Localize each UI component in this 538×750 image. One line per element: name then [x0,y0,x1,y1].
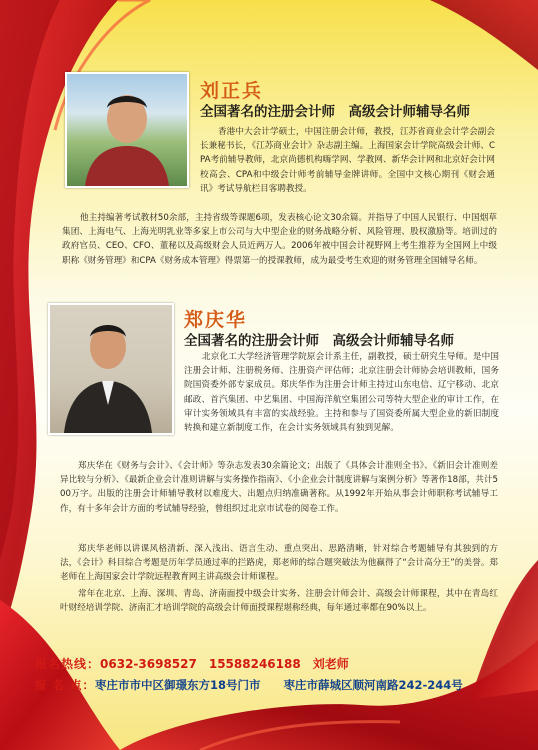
address-label: 报 名 点： [35,678,96,692]
address-value: 枣庄市市中区御璟东方18号门市 枣庄市薛城区顺河南路242-244号 [95,678,463,692]
teacher1-name: 刘正兵 [200,80,264,102]
teacher2-title: 全国著名的注册会计师 高级会计师辅导名师 [184,333,454,349]
teacher1-title: 全国著名的注册会计师 高级会计师辅导名师 [200,104,470,120]
teacher1-photo [65,72,189,188]
hotline-value: 0632-3698527 15588246188 刘老师 [100,657,349,671]
teacher1-bio-intro: 香港中大会计学硕士，中国注册会计师，教授，江苏省商业会计学会副会长兼秘书长，《江苏商业会计》杂志副主编。上海国家会计学院高级会计师、CPA考前辅导教师，北京尚德机构嗨学网、学教网、新华会计网和北京好会计网校高会、CPA和中级会计师考前辅导金牌讲师。全国中文核心期刊《财会通讯》考试导航栏目客聘教授。 [200,127,495,194]
teacher1-bio-details: 他主持编著考试教材50余部，主持省级等课题6项，发表核心论文30余篇。并指导了中国人民银行、中国烟草集团、上海电气、上海光明乳业等多家上市公司与大中型企业的财务战略分析、风险管理、股权激励等。培训过的政府官员、CEO、CFO、董秘以及高级财会人员近两万人。2006年被中国会计视野网上考生推荐为全国网上中级职称《财务管理》和CPA《财务成本管理》得票第一的授课教师，成为最受考生欢迎的财务管理全国辅导名师。 [62,213,497,266]
hotline-row [35,655,349,672]
teacher2-bio-intro: 北京化工大学经济管理学院原会计系主任，副教授，硕士研究生导师。是中国注册会计师、注册税务师、注册资产评估师；北京注册会计师协会培训教师，国务院国资委外部专家成员。郑庆华作为注册会计师主持过山东电信、辽宁移动、北京邮政、首汽集团、中艺集团、中国海洋航空集团公司等特大型企业的审计工作，在审计实务领域具有丰富的实战经验。主持和参与了国资委所属大型企业的新旧制度转换和建立新制度工作，在会计实务领域具有独到见解。 [184,352,499,434]
teacher2-bio-courses: 常年在北京、上海、深圳、青岛、济南面授中级会计实务、注册会计师会计、高级会计师课程，其中在青岛红叶财经培训学院、济南汇才培训学院的高级会计师面授课程堪称经典，每年通过率都在90%以上。 [60,589,498,614]
teacher2-bio-publications: 郑庆华在《财务与会计》、《会计师》等杂志发表30余篇论文；出版了《具体会计准则全书》、《新旧会计准则差异比较与分析》、《最新企业会计准则讲解与实务操作指南》、《小企业会计制度讲解与案例分析》等著作18部，共计500万字。出版的注册会计师辅导教材以难度大、出题点归纳准确著称。从1992年开始从事会计师职称考试辅导工作，有十多年会计方面的考试辅导经验，曾组织过北京市试卷的阅卷工作。 [60,461,498,514]
portrait-icon [67,74,187,186]
hotline-label: 报名热线： [35,657,101,671]
address-row [35,677,463,693]
portrait-icon [50,305,172,433]
teacher2-photo [48,303,174,435]
teacher2-bio-teaching-style: 郑庆华老师以讲课风格清新、深入浅出、语言生动、重点突出、思路清晰，针对综合考题辅导有其独到的方法，《会计》科目综合考题是历年学员通过率的拦路虎，郑老师的综合题突破法为他赢得了“会计高分王”的美誉。郑老师在上海国家会计学院远程教育网主讲高级会计师课程。 [60,544,498,583]
teacher2-name: 郑庆华 [184,309,248,331]
